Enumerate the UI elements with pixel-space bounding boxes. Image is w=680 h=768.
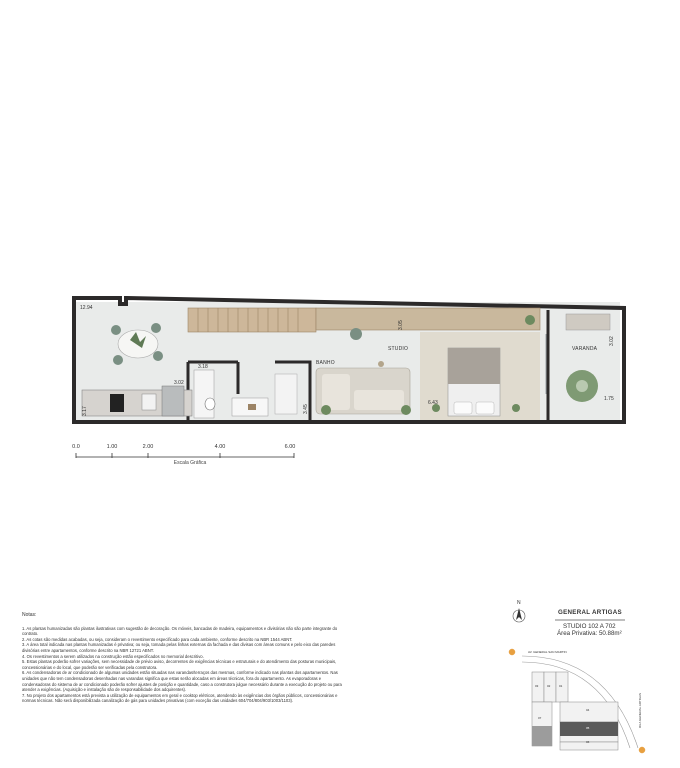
lot-label: 04 <box>586 708 590 712</box>
sofa <box>316 361 411 415</box>
lot-label: 07 <box>538 716 542 720</box>
scale-tick-2: 2.00 <box>142 444 154 450</box>
scale-tick-0: 0.0 <box>72 444 80 450</box>
north-label: N <box>517 600 521 606</box>
scale-tick-6: 6.00 <box>284 444 296 450</box>
scale-tick-1: 1.00 <box>106 444 118 450</box>
note-item: 5. Estas plantas poderão sofrer variações, sem necessidade de prévio aviso, decorrentes de exigências técnicas e estruturais e do atendimento das posturas municipais, concessionárias e do local, que poderão ser verificadas pela construtora. <box>22 659 337 670</box>
dim-varanda-depth: 3.02 <box>609 336 615 346</box>
north-arrow-icon <box>513 608 525 622</box>
street-name: GENERAL ARTIGAS <box>558 609 622 616</box>
scale-tick-4: 4.00 <box>214 444 226 450</box>
lot-label: 05 <box>586 726 590 730</box>
lot-label: 01 <box>559 684 563 688</box>
floor-plan-drawing <box>70 294 626 426</box>
floor-plan <box>70 294 626 426</box>
dim-kitchen-depth: 3.02 <box>174 380 184 386</box>
dim-studio-width: 6.43 <box>428 400 438 406</box>
dim-bath-width: 3.18 <box>198 364 208 370</box>
note-item: 3. A área total indicada nas plantas humanizadas é privativa; ou seja, tomada pelas linhas externas da fachada e das divisas com áreas comuns e pelo eixo das paredes divisórias entre apartamentos, conforme descrito na NBR 12721 ABNT. <box>22 642 336 653</box>
notes-block <box>22 613 342 704</box>
kitchen-counter <box>82 386 192 416</box>
note-item: 2. As cotas são medidas acabadas, ou seja, consideram o revestimento especificado para cada ambiente, conforme descrito na NBR 1544 ABNT. <box>22 636 293 642</box>
dim-overall-length: 12.94 <box>80 305 93 311</box>
notes-title: Notas: <box>22 612 37 618</box>
unit-range: STUDIO 102 A 702 <box>563 623 616 630</box>
note-item: 6. As condensadoras de ar condicionado de algumas unidades estão situadas nas varandas/terraços das mesmas, conforme indicado nas plantas dos apartamentos. Nas unidades que não tem condensadoras desenhadas nas varandas significa que estas serão alocadas em áreas técnicas, fora do apartamento. As evaporadoras e condensadoras do sistema de ar condicionado poderão sofrer ajustes de posição e quantidade, caso a construtora julgue necessário durante a execução do projeto ou para atender a exigências. (Aquisição e instalação são de responsabilidade dos adquirentes). <box>22 670 342 693</box>
private-area: Área Privativa: 50.88m² <box>557 630 622 637</box>
room-label-varanda: VARANDA <box>572 346 598 352</box>
plant-pot <box>350 328 362 340</box>
plant-pot-2 <box>525 315 535 325</box>
lot-label: 03 <box>535 684 539 688</box>
keymap-top-street: AV. GENERAL SAN MARTIN <box>528 650 567 654</box>
scale-caption: Escala Gráfica <box>173 460 207 466</box>
key-map <box>498 598 658 760</box>
lot-label: 02 <box>547 684 551 688</box>
dim-varanda-width: 1.75 <box>604 396 614 402</box>
note-item: 4. Os revestimentos a serem utilizados na construção estão especificados no memorial descritivo. <box>22 653 204 659</box>
note-item: 7. No projeto dos apartamentos está prevista a utilização de equipamentos em geral e cooktop elétricos, atendendo às exigências dos órgãos públicos, concessionárias e normas técnicas. Não será disponibilizada canalização de gás para unidades privativas (com exceção das unidades 604/704/804/903/1003/1103). <box>22 692 338 704</box>
lot-label: 06 <box>586 740 590 744</box>
room-label-studio: STUDIO <box>388 346 409 352</box>
dim-kitchen: 3.17 <box>82 406 88 416</box>
note-item: 1. As plantas humanizadas são plantas ilustrativas com sugestão de decoração. Os móveis, bancadas de madeira, equipamentos e divisórias não são parte integrante do contrato. <box>22 625 338 637</box>
keymap-side-street: RUA GENERAL ARTIGAS <box>638 692 642 728</box>
graphic-scale <box>72 444 302 470</box>
stair <box>188 308 316 332</box>
dim-studio-depth: 3.05 <box>398 320 404 330</box>
dim-bath-depth: 3.45 <box>303 404 309 414</box>
site-key-map <box>498 598 658 760</box>
wall-counter <box>316 308 540 330</box>
room-label-banho: BANHO <box>316 360 335 366</box>
